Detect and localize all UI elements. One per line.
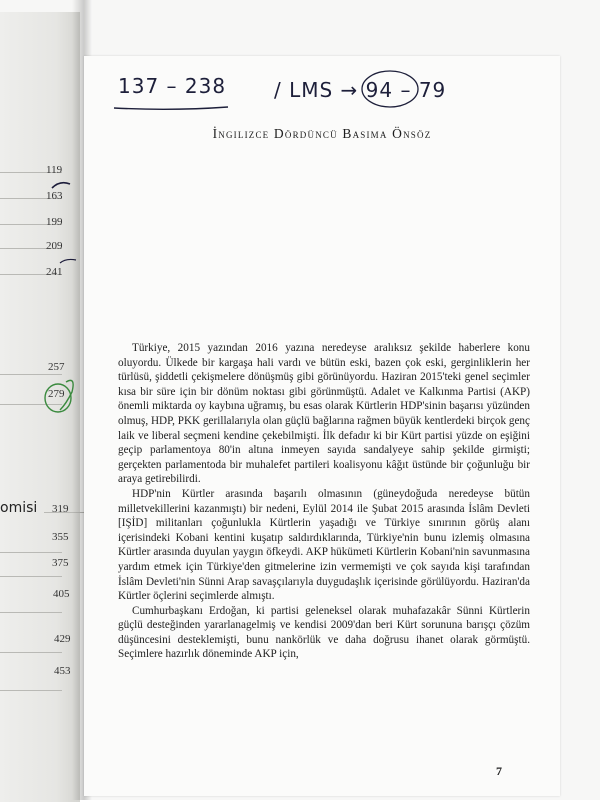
handwritten-underline	[112, 104, 230, 112]
toc-page-number: 405	[53, 588, 70, 600]
toc-page-number: 279	[48, 388, 65, 400]
toc-page-number: 375	[52, 557, 69, 569]
page-heading: İngilizce Dördüncü Basıma Önsöz	[212, 126, 432, 141]
paragraph: Cumhurbaşkanı Erdoğan, ki partisi geleneksel olarak muhafazakâr Sünni Kürtlerin güçlü desteğinden yararlanagelmiş ve kendisi 2009'dan beri Kürt sorununa barışçı çözüm düşüncesini desteklemişti, bunu nankörlük ve daha doğrusu ihanet olarak görmüştü. Seçimlere hazırlık döneminde AKP için,	[118, 604, 530, 661]
toc-page-number: 257	[48, 361, 65, 373]
handwritten-page-range: 137 – 238	[118, 74, 227, 98]
handwritten-circle	[360, 68, 424, 110]
toc-page-number: 319	[52, 503, 69, 515]
toc-page-number: 241	[46, 266, 63, 278]
paragraph: HDP'nin Kürtler arasında başarılı olmasının (güneydoğuda neredeyse bütün milletvekillerini kazanmıştı) bir nedeni, Eylül 2014 ile Şubat 2015 arasında İslâm Devleti [IŞİD] militanları çoğunlukla Kürtlerin yaşadığı ve Türkiye sınırının görüş alanı içerisindeki Kobani kentini kuşatıp saldırdıklarında, Türkiye'nin bunu izlemiş olmasına Kürtler arasında duyulan yaygın öfkeydi. AKP hükümeti Kürtlerin Kobani'nin savunmasına yardım etmek için Türkiye'den gitmelerine izin vermemişti ve çok sayıda kişi tarafından İslâm Devleti'nin Sünni Arap savaşçılarıyla duygudaşlık içerisinde görülüyordu. Haziran'da Kürtler öçlerini seçimlerde almıştı.	[118, 487, 530, 603]
toc-page-number: 453	[54, 665, 71, 677]
toc-fragment-word: omisi	[0, 500, 38, 516]
toc-page-number: 163	[46, 190, 63, 202]
toc-page-number: 429	[54, 633, 71, 645]
body-text	[118, 341, 530, 662]
page-number: 7	[496, 764, 502, 778]
right-page	[84, 56, 560, 796]
handwritten-lms-note: / LMS → 94 – 79	[274, 78, 447, 102]
pen-stroke	[52, 183, 70, 188]
paragraph: Türkiye, 2015 yazından 2016 yazına neredeyse aralıksız şekilde haberlere konu oluyordu. Ülkede bir kargaşa hali vardı ve bütün eski, bazen çok eski, gerginliklerin her türlüsü, şiddetli çekişmelere dönüşmüş gibi görünüyordu. Haziran 2015'teki genel seçimler kısa bir süre için bir dönüm noktası gibi görünmüştü. Adalet ve Kalkınma Partisi (AKP) önemli miktarda oy kaybına uğramış, bu esas olarak Kürtlerin HDP'sinin başarısı yüzünden olmuş, HDP, PKK gerillalarıyla olan güçlü bağlarına rağmen büyük kentlerdeki birçok genç laik ve liberal seçmeni kendine çekebilmişti. İlk defadır ki bir Kürt partisi yüzde on eşiğini geçip parlamentoya 80'in altına inmeyen sayıda sandalyeye sahip şekilde girmişti; gerçekten parlamentoda bir muhalefet partileri koalisyonu kâğıt üstünde bir çoğunluğu bir araya getirebilirdi.	[118, 342, 530, 486]
toc-page-number: 119	[46, 164, 63, 176]
green-circle-mark	[45, 384, 71, 412]
toc-page-number: 355	[52, 531, 69, 543]
toc-page-number: 209	[46, 240, 63, 252]
toc-page-number: 199	[46, 216, 63, 228]
